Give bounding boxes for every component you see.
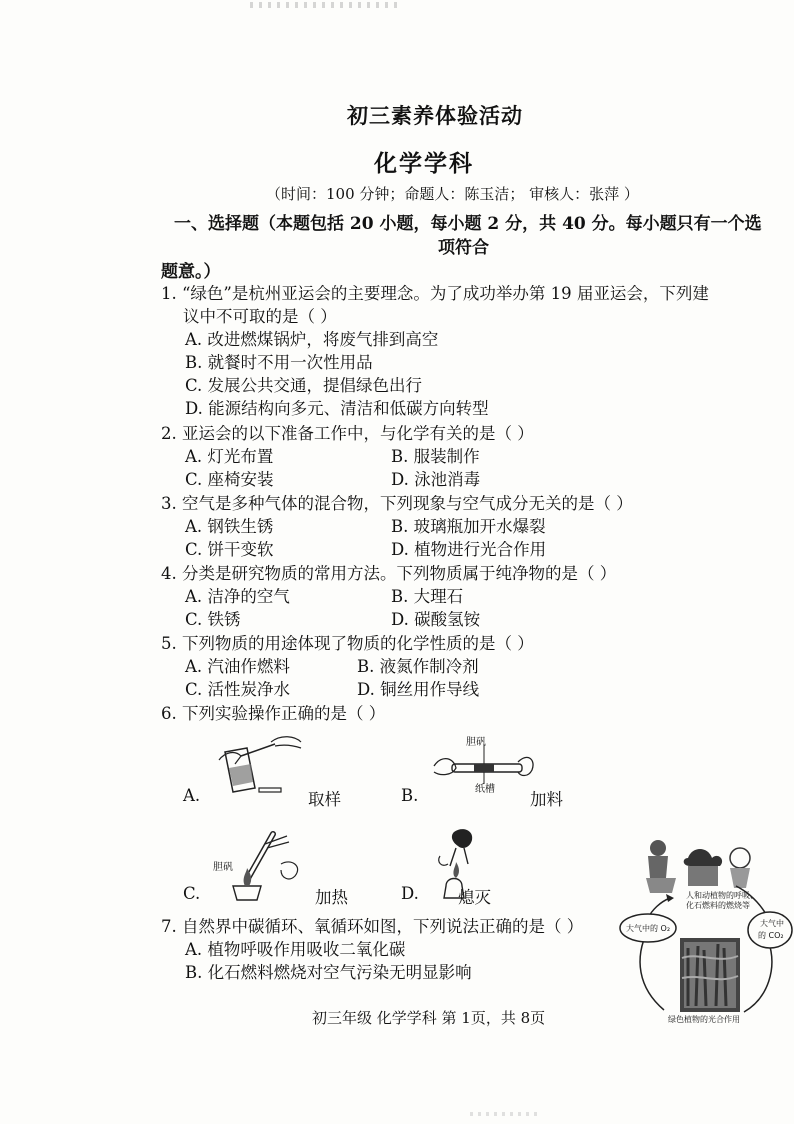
q6-option-a-label: 取样 [308,790,341,809]
q6-option-c-letter: C. [183,884,201,903]
forest-photo [680,938,740,1012]
question-2-option-d: D. 泳池消毒 [391,470,481,489]
question-3-option-b: B. 玻璃瓶加开水爆裂 [391,517,546,536]
question-5-option-d: D. 铜丝用作导线 [357,680,480,699]
cycle-top-text-line1: 人和动植物的呼吸、 [686,891,758,900]
question-7-option-b: B. 化石燃料燃烧对空气污染无明显影响 [185,963,472,982]
cycle-top-text-line2: 化石燃料的燃烧等 [686,901,750,910]
question-2-option-c: C. 座椅安装 [185,470,274,489]
question-7-option-a: A. 植物呼吸作用吸收二氧化碳 [185,940,406,959]
cycle-left-node-label: 大气中的 O₂ [626,924,671,933]
question-1-option-b: B. 就餐时不用一次性用品 [185,353,373,372]
q6-option-b-letter: B. [401,786,419,805]
question-1-option-a: A. 改进燃煤锅炉，将废气排到高空 [185,330,439,349]
section-heading-line2: 项符合 [438,238,489,258]
question-3-option-d: D. 植物进行光合作用 [391,540,547,559]
section-heading-line3: 题意。） [161,262,221,282]
q6-figure-a-sampling [205,730,305,805]
question-3-option-a: A. 钢铁生锈 [185,517,274,536]
question-1-stem-line1: 1. “绿色”是杭州亚运会的主要理念。为了成功举办第 19 届亚运会，下列建 [161,284,709,303]
question-2-stem: 2. 亚运会的以下准备工作中，与化学有关的是（ ） [161,424,534,443]
question-4-stem: 4. 分类是研究物质的常用方法。下列物质属于纯净物的是（ ） [161,564,617,583]
cycle-right-node-label-1: 大气中 [760,919,784,928]
q6-figure-b-bottom-label: 纸槽 [475,784,495,795]
exam-title: 初三素养体验活动 [347,103,523,128]
q6-option-a-letter: A. [183,786,201,805]
question-1-stem-line2: 议中不可取的是（ ） [183,307,337,326]
q6-figure-c-side-label: 胆矾 [213,862,233,873]
exam-meta: （时间：100 分钟；命题人：陈玉洁； 审核人：张萍 ） [266,185,639,203]
q6-figure-b-top-label: 胆矾 [466,737,486,748]
question-2-option-a: A. 灯光布置 [185,447,274,466]
q6-option-b-label: 加料 [530,790,563,809]
scan-noise-bottom [470,1112,540,1116]
section-heading-line1: 一、选择题（本题包括 20 小题，每小题 2 分，共 40 分。每小题只有一个选 [174,214,762,234]
question-1-option-d: D. 能源结构向多元、清洁和低碳方向转型 [185,399,489,418]
question-4-option-c: C. 铁锈 [185,610,241,629]
question-5-stem: 5. 下列物质的用途体现了物质的化学性质的是（ ） [161,634,534,653]
question-1-option-c: C. 发展公共交通，提倡绿色出行 [185,376,423,395]
q6-option-d-label: 熄灭 [458,888,491,907]
question-2-option-b: B. 服装制作 [391,447,480,466]
question-4-option-b: B. 大理石 [391,587,464,606]
cycle-right-node-label-2: 的 CO₂ [758,931,784,940]
respiration-combustion-illustration [646,840,750,893]
q6-option-d-letter: D. [401,884,419,903]
question-5-option-c: C. 活性炭净水 [185,680,291,699]
q6-figure-c-heating [225,830,305,905]
cycle-bottom-label: 绿色植物的光合作用 [668,1015,740,1024]
page-footer: 初三年级 化学学科 第 1页，共 8页 [312,1009,546,1027]
question-3-stem: 3. 空气是多种气体的混合物，下列现象与空气成分无关的是（ ） [161,494,633,513]
question-6-stem: 6. 下列实验操作正确的是（ ） [161,704,386,723]
question-4-option-a: A. 洁净的空气 [185,587,290,606]
question-5-option-a: A. 汽油作燃料 [185,657,290,676]
scan-noise-top [250,2,400,8]
question-3-option-c: C. 饼干变软 [185,540,274,559]
question-4-option-d: D. 碳酸氢铵 [391,610,481,629]
subject-title: 化学学科 [374,150,474,177]
question-5-option-b: B. 液氮作制冷剂 [357,657,479,676]
question-7-stem: 7. 自然界中碳循环、氧循环如图，下列说法正确的是（ ） [161,917,584,936]
q6-option-c-label: 加热 [315,888,348,907]
